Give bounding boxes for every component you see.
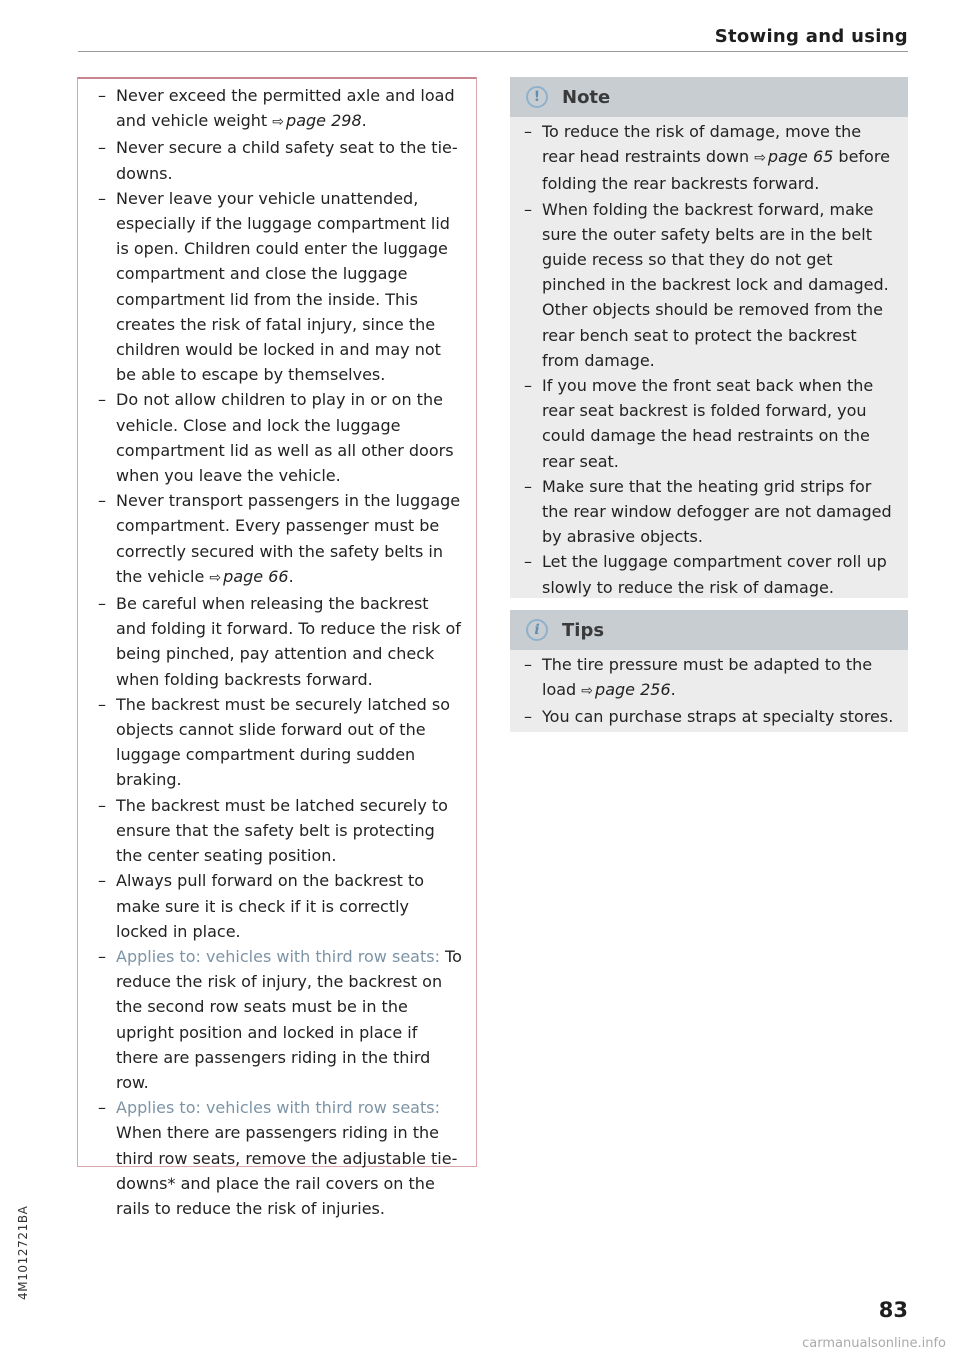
list-dash: – <box>98 138 106 158</box>
page-number: 83 <box>878 1298 908 1322</box>
warning-item: – Never secure a child safety seat to the tie-downs. <box>98 135 462 185</box>
arrow-right-icon: ⇨ <box>754 150 766 167</box>
warning-item: – Applies to: vehicles with third row seats: To reduce the risk of injury, the backrest on the second row seats must be in the upright position and locked in place if there are passengers riding in the third row. <box>98 944 462 1095</box>
list-dash: – <box>98 594 106 614</box>
list-dash: – <box>98 491 106 511</box>
warning-item: – Do not allow children to play in or on the vehicle. Close and lock the luggage compartment lid as well as all other doors when you leave the vehicle. <box>98 387 462 488</box>
tips-box <box>510 610 908 732</box>
document-code: 4M1012721BA <box>16 1205 30 1300</box>
warning-item: – The backrest must be latched securely to ensure that the safety belt is protecting the center seating position. <box>98 793 462 869</box>
list-dash: – <box>524 655 532 674</box>
note-item: – To reduce the risk of damage, move the rear head restraints down ⇨ page 65 before folding the rear backrests forward. <box>524 119 896 197</box>
warning-item: – Be careful when releasing the backrest and folding it forward. To reduce the risk of being pinched, pay attention and check when folding backrests forward. <box>98 591 462 692</box>
arrow-right-icon: ⇨ <box>272 114 285 131</box>
list-dash: – <box>98 86 106 105</box>
warning-box <box>77 77 477 1218</box>
list-dash: – <box>98 694 106 714</box>
note-box <box>510 77 908 598</box>
list-dash: – <box>98 188 106 208</box>
tips-item: – You can purchase straps at specialty stores. <box>524 704 896 729</box>
page-reference-text: page 65 <box>767 147 834 167</box>
info-circle-icon: i <box>526 619 548 641</box>
applies-to-label: Applies to: vehicles with third row seats: <box>116 1098 440 1118</box>
note-item: – If you move the front seat back when the rear seat backrest is folded forward, you could damage the head restraints on the rear seat. <box>524 373 896 474</box>
warning-list <box>98 83 462 1221</box>
warning-item: – Never exceed the permitted axle and load and vehicle weight ⇨ page 298. <box>98 83 462 135</box>
header-rule <box>78 51 908 52</box>
list-dash: – <box>98 871 106 891</box>
warning-item: – Applies to: vehicles with third row seats: When there are passengers riding in the third row seats, remove the adjustable tie-downs* and place the rail covers on the rails to reduce the risk of injuries. <box>98 1095 462 1221</box>
warning-item: – Always pull forward on the backrest to make sure it is check if it is correctly locked in place. <box>98 868 462 944</box>
list-dash: – <box>524 376 532 396</box>
note-item: – Make sure that the heating grid strips for the rear window defogger are not damaged by abrasive objects. <box>524 474 896 550</box>
list-dash: – <box>98 795 106 815</box>
list-dash: – <box>524 552 532 572</box>
list-dash: – <box>524 199 532 219</box>
list-dash: – <box>98 390 106 410</box>
note-header <box>510 77 908 117</box>
page-reference-link[interactable] <box>272 111 361 130</box>
list-dash: – <box>98 946 106 966</box>
warning-item: – Never transport passengers in the luggage compartment. Every passenger must be correctly secured with the safety belts in the vehicle ⇨ page 66. <box>98 488 462 591</box>
watermark: carmanualsonline.info <box>802 1336 946 1351</box>
arrow-right-icon: ⇨ <box>581 683 594 700</box>
page-reference-link[interactable] <box>754 147 833 166</box>
list-dash: – <box>524 707 532 727</box>
note-item: – Let the luggage compartment cover roll up slowly to reduce the risk of damage. <box>524 549 896 599</box>
page-reference-link[interactable] <box>209 567 288 586</box>
page-reference-text: page 256 <box>595 680 671 700</box>
page-reference-text: page 298 <box>286 111 362 131</box>
tips-header <box>510 610 908 650</box>
list-dash: – <box>524 122 532 141</box>
arrow-right-icon: ⇨ <box>209 569 222 586</box>
tips-item: – The tire pressure must be adapted to the load ⇨ page 256. <box>524 652 896 704</box>
page-reference-text: page 66 <box>223 566 289 586</box>
exclamation-circle-icon: ! <box>526 86 548 108</box>
tips-list <box>524 652 896 730</box>
section-title: Stowing and using <box>714 26 908 47</box>
page-reference-link[interactable] <box>581 680 670 699</box>
list-dash: – <box>98 1098 106 1118</box>
note-title: Note <box>562 86 611 108</box>
note-item: – When folding the backrest forward, make sure the outer safety belts are in the belt guide recess so that they do not get pinched in the backrest lock and damaged. Other objects should be removed from the rear bench seat to protect the backrest from damage. <box>524 197 896 373</box>
note-list <box>524 119 896 600</box>
warning-item: – Never leave your vehicle unattended, especially if the luggage compartment lid is open. Children could enter the luggage compartment and close the luggage compartment lid from the inside. This creates the risk of fatal injury, since the children would be locked in and may not be able to escape by themselves. <box>98 186 462 388</box>
tips-title: Tips <box>562 619 605 641</box>
list-dash: – <box>524 476 532 496</box>
warning-item: – The backrest must be securely latched so objects cannot slide forward out of the luggage compartment during sudden braking. <box>98 692 462 793</box>
applies-to-label: Applies to: vehicles with third row seats: <box>116 946 440 966</box>
